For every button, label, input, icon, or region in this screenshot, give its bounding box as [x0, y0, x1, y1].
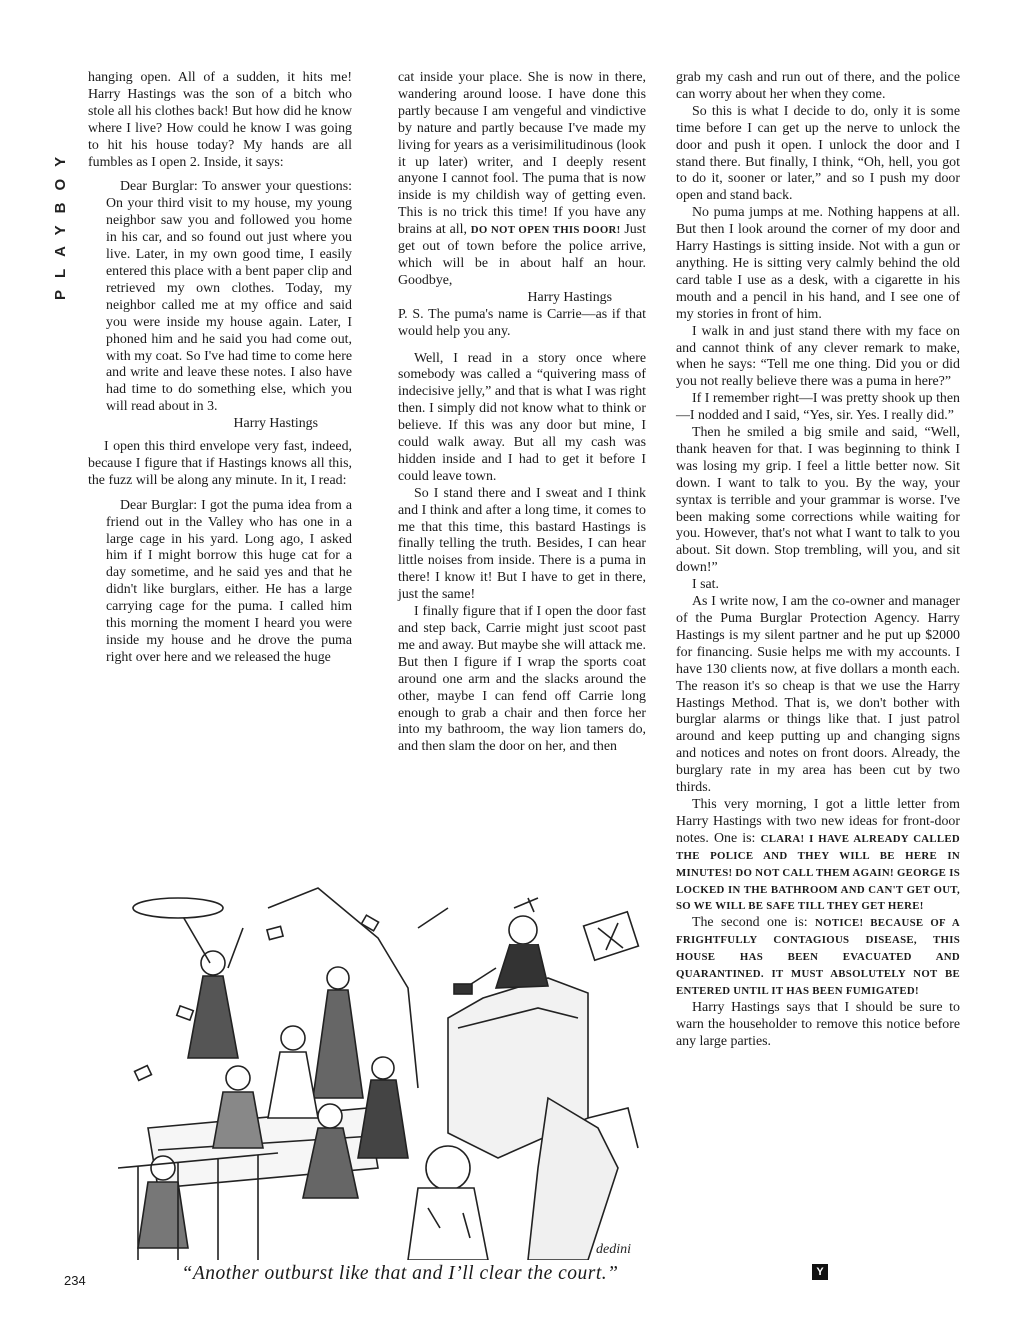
paragraph — [676, 915, 960, 1000]
paragraph: If I remember right—I was pretty shook up then—I nodded and I said, “Yes, sir. Yes. I really did.” — [676, 391, 960, 424]
paragraph: I sat. — [692, 577, 720, 593]
paragraph: Well, I read in a story once where somebody was called a “quivering mass of indecisive jelly,” and that is what I was right then. I simply did not know what to think or believe. If this was any door but mine, I could walk away. But all my cash was hidden inside and I had to get it before I could leave town. — [398, 350, 646, 484]
letter-text-b: Just get out of town before the police arrive, which will be in about half an hour. Goodbye, — [398, 222, 646, 288]
letter-text: Dear Burglar: I got the puma idea from a friend out in the Valley who has one in a large cage in his yard. Long ago, I asked him if I might borrow this huge cat for a day sometime, and he said yes and that he didn't like burglars, either. He has a large carrying cage for the puma. I called him this morning the moment I heard you were inside my house and he drove the puma right over here and we released the huge — [106, 497, 352, 665]
masthead-text: PLAYBOY — [52, 144, 69, 300]
column-1 — [88, 70, 352, 673]
paragraph: So I stand there and I sweat and I think and I think and after a long time, it comes to me that this time, this bastard Hastings is finally telling the truth. Besides, I can hear little noises from inside. There is a puma in there! I know it! But I have to get in there, just the same! — [398, 485, 646, 603]
letter-text — [398, 70, 646, 290]
cartoon-illustration — [118, 868, 658, 1260]
cartoon-caption: “Another outburst like that and I’ll clear the court.” — [181, 1263, 619, 1284]
paragraph-text: This very morning, I got a little letter from Harry Hastings with two new ideas for front-door notes. One is: — [676, 796, 960, 846]
note-text: NOTICE! BECAUSE OF A FRIGHTFULLY CONTAGIOUS DISEASE, THIS HOUSE HAS BEEN EVACUATED AND QUARANTINED. IT MUST ABSOLUTELY NOT BE ENTERED UNTIL IT HAS BEEN FUMIGATED! — [676, 917, 960, 997]
end-mark-icon: Y — [812, 1264, 828, 1280]
letter-3 — [88, 498, 352, 667]
paragraph: I walk in and just stand there with my face on and cannot think of any clever remark to make, when he says: “Tell me one thing. Did you or did you not really believe there was a puma in here?” — [676, 323, 960, 390]
paragraph: No puma jumps at me. Nothing happens at all. But then I look around the corner of my door and Harry Hastings is sitting inside. Not with a gun or anything. He is sitting very calmly behind the old card table I use as a desk, with a cigarette in his mouth and a pencil in his hand, and I see one of my stories in front of him. — [676, 205, 960, 322]
letter-text-a: cat inside your place. She is now in there, wandering around loose. I have done this partly because I am vengeful and vindictive by nature and partly because I've made my living for years as a verisimilitudinous (look it up later) writer, and I deeply resent anyone I cannot fool. The puma that is now inside is my childish way of getting even. This is no trick this time! If you have any brains at all, — [398, 70, 646, 238]
letter-text: Dear Burglar: To answer your questions: On your third visit to my house, my young neighbor saw you and followed you home in his car, and so found out just where you live. Later, in my own good time, I easily entered this place with a bent paper clip and retrieved my own clothes. Today, my neighbor called me at my office and said you were inside my house again. Later, I phoned him and he said you had come out, with my coat. So I've had time to come here and write and leave these notes. I also have had time to do something else, which you will read about in 3. — [106, 179, 352, 415]
cartoon-signature: dedini — [596, 1242, 631, 1257]
paragraph: As I write now, I am the co-owner and manager of the Puma Burglar Protection Agency. Harry Hastings is my silent partner and he put up $2000 for financing. Susie helps me with my accounts. I have 130 clients now, at five dollars a month each. The reason it's so cheap is that we use the Harry Hastings Method. That is, we don't bother with burglar alarms or things like that. I just patrol around and keep putting up and changing signs and notices and notes on front doors. Already, the burglary rate in my area has been cut by two thirds. — [676, 594, 960, 796]
postscript: P. S. The puma's name is Carrie—as if that would help you any. — [398, 306, 646, 339]
paragraph: hanging open. All of a sudden, it hits me! Harry Hastings was the son of a bitch who stole all his clothes back! But how did he know where I live? How could he know I was going to hit his house today? My hands are all fumbles as I open 2. Inside, it says: — [88, 70, 352, 170]
paragraph: Harry Hastings says that I should be sure to warn the householder to remove this notice before any large parties. — [676, 999, 960, 1049]
paragraph: I open this third envelope very fast, indeed, because I figure that if Hastings knows all this, the fuzz will be along any minute. In it, I read: — [88, 439, 352, 488]
paragraph: grab my cash and run out of there, and the police can worry about her when they come. — [676, 70, 960, 102]
masthead-vertical — [50, 70, 72, 330]
letter-2 — [88, 179, 352, 433]
signature: Harry Hastings — [233, 416, 318, 432]
paragraph: I finally figure that if I open the door fast and step back, Carrie might just scoot past me and away. But maybe she will attack me. But then I figure if I wrap the sports coat around one arm and the slacks around the other, maybe I can fend off Carrie long enough to grab a chair and then force her into my bathroom, the way lion tamers do, and then slam the door on her, and then — [398, 604, 646, 755]
paragraph-text: The second one is: — [692, 915, 808, 931]
page-number: 234 — [64, 1273, 86, 1288]
column-3 — [676, 70, 960, 1051]
paragraph: Then he smiled a big smile and said, “Well, thank heaven for that. I was beginning to think I was losing my grip. I feel a little better now. Sit down. I want to talk to you. By the way, your syntax is terrible and your grammar is worse. I've been making some corrections while waiting for you. However, that's not what I want to talk to you about. Sit down. Stop trembling, will you, and sit down!” — [676, 425, 960, 576]
signature: Harry Hastings — [527, 289, 612, 305]
paragraph: So this is what I decide to do, only it is some time before I can get up the nerve to unlock the door and push it open. I unlock the door and I stand there. But finally, I think, “Oh, hell, you got to do it, sooner or later,” and so I push my door open and stand back. — [676, 103, 960, 204]
note-text: CLARA! I HAVE ALREADY CALLED THE POLICE AND THEY WILL BE HERE IN MINUTES! DO NOT CALL THEM AGAIN! GEORGE IS LOCKED IN THE BATHROOM AND CAN'T GET OUT, SO WE WILL BE SAFE TILL THEY GET HERE! — [676, 832, 960, 913]
do-not-open-text: DO NOT OPEN THIS DOOR! — [470, 224, 621, 237]
paragraph — [676, 797, 960, 915]
column-2 — [398, 70, 646, 756]
